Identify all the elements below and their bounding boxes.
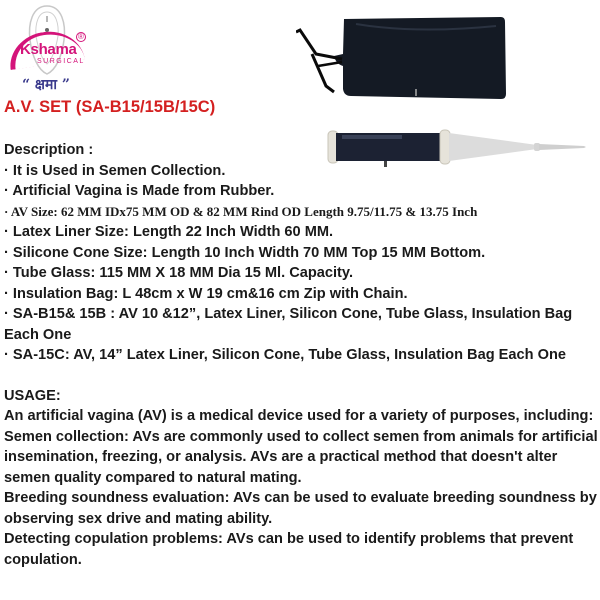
description-item: · Latex Liner Size: Length 22 Inch Width 60 MM. — [4, 224, 334, 240]
registered-mark: ® — [76, 32, 86, 42]
description-item: · Tube Glass: 115 MM X 18 MM Dia 15 Ml. Capacity. — [4, 265, 354, 281]
spacer — [4, 366, 598, 386]
insulation-bag-image — [296, 14, 511, 99]
usage-heading: USAGE: — [4, 387, 61, 404]
usage-paragraph: Detecting copulation problems: AVs can be used to identify problems that prevent copulation. — [4, 531, 574, 568]
product-content — [4, 140, 598, 570]
brand-name: Kshama — [20, 41, 77, 58]
description-item: · Insulation Bag: L 48cm x W 19 cm&16 cm Zip with Chain. — [4, 285, 408, 302]
description-item: · AV Size: 62 MM IDx75 MM OD & 82 MM Rind OD Length 9.75/11.75 & 13.75 Inch — [4, 203, 478, 219]
usage-paragraph: Semen collection: AVs are commonly used to collect semen from animals for artificial insemination, freezing, or analysis. AVs are a practical method that doesn't alter semen quality compared to natural mating. — [4, 428, 598, 486]
brand-subtitle: SURGICAL — [37, 58, 85, 65]
description-item: · Artificial Vagina is Made from Rubber. — [4, 183, 275, 199]
description-item: · SA-B15& 15B : AV 10 &12”, Latex Liner, Silicon Cone, Tube Glass, Insulation Bag Each One — [4, 306, 573, 343]
brand-tagline: “ क्षमा ” — [22, 77, 70, 93]
brand-logo — [4, 2, 90, 94]
description-heading: Description : — [4, 142, 94, 158]
description-item: · It is Used in Semen Collection. — [4, 162, 226, 179]
description-item: · Silicone Cone Size: Length 10 Inch Width 70 MM Top 15 MM Bottom. — [4, 244, 486, 261]
usage-paragraph: Breeding soundness evaluation: AVs can be used to evaluate breeding soundness by observing sex drive and mating ability. — [4, 490, 597, 527]
product-title: A.V. SET (SA-B15/15B/15C) — [4, 98, 216, 116]
description-item: · SA-15C: AV, 14” Latex Liner, Silicon Cone, Tube Glass, Insulation Bag Each One — [4, 347, 566, 363]
usage-paragraph: An artificial vagina (AV) is a medical device used for a variety of purposes, including: — [4, 408, 594, 424]
